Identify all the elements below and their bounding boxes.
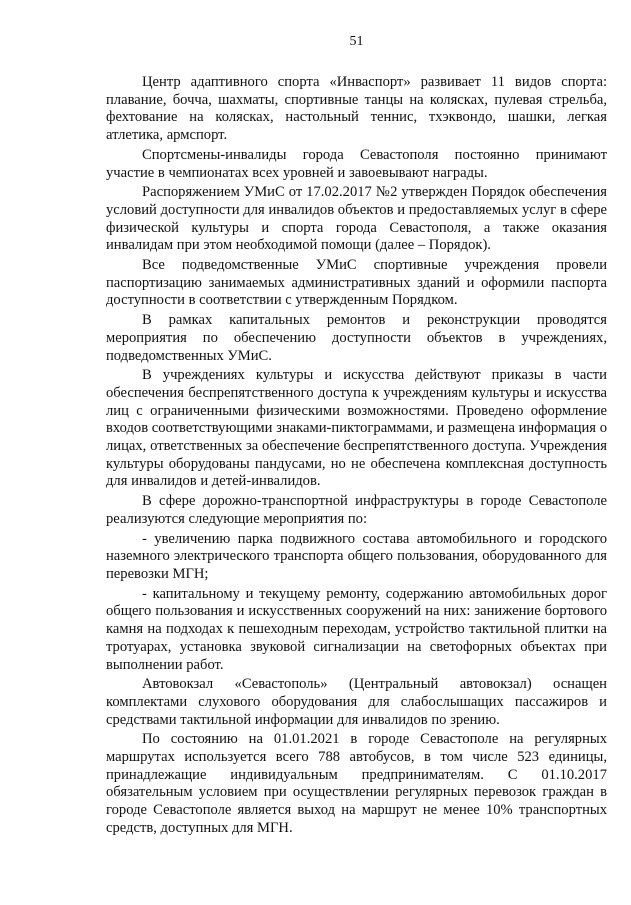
- paragraph-athletes: Спортсмены-инвалиды города Севастополя постоянно принимают участие в чемпионатах всех уровней и завоевывают награды.: [106, 146, 607, 181]
- document-body: [106, 74, 607, 838]
- paragraph-bus-station: Автовокзал «Севастополь» (Центральный автовокзал) оснащен комплектами слухового оборудования для слабослышащих пассажиров и средствами тактильной информации для инвалидов по зрению.: [106, 676, 607, 728]
- paragraph-invasport: Центр адаптивного спорта «Инваспорт» развивает 11 видов спорта: плавание, бочча, шахматы, спортивные танцы на колясках, пулевая стрельба, фехтование на колясках, настольный теннис, тхэквондо, шашки, легкая атлетика, армспорт.: [106, 74, 607, 144]
- paragraph-passports: Все подведомственные УМиС спортивные учреждения провели паспортизацию занимаемых административных зданий и оформили паспорта доступности в соответствии с утвержденным Порядком.: [106, 257, 607, 309]
- paragraph-culture: В учреждениях культуры и искусства действуют приказы в части обеспечения беспрепятственного доступа к учреждениям культуры и искусства лиц с ограниченными физическими возможностями. Проведено оформление входов соответствующими знаками-пиктограммами, и размещена информация о лицах, ответственных за обеспечение беспрепятственного доступа. Учреждения культуры оборудованы пандусами, но не обеспечена комплексная доступность для инвалидов и детей-инвалидов.: [106, 367, 607, 490]
- page-number: 51: [349, 34, 364, 49]
- list-item-roads: - капитальному и текущему ремонту, содержанию автомобильных дорог общего пользования и искусственных сооружений на них: занижение бортового камня на подходах к пешеходным переходам, устройство тактильной плитки на тротуарах, установка звуковой сигнализации на светофорных объектах при выполнении работ.: [106, 585, 607, 673]
- paragraph-order: Распоряжением УМиС от 17.02.2017 №2 утвержден Порядок обеспечения условий доступности для инвалидов объектов и предоставляемых услуг в сфере физической культуры и спорта города Севастополя, а также оказания инвалидам при этом необходимой помощи (далее – Порядок).: [106, 184, 607, 254]
- paragraph-transport-intro: В сфере дорожно-транспортной инфраструктуры в городе Севастополе реализуются следующие мероприятия по:: [106, 493, 607, 527]
- list-item-fleet: - увеличению парка подвижного состава автомобильного и городского наземного электрического транспорта общего пользования, оборудованного для перевозки МГН;: [106, 530, 607, 582]
- paragraph-repairs: В рамках капитальных ремонтов и реконструкции проводятся мероприятия по обеспечению доступности объектов в учреждениях, подведомственных УМиС.: [106, 312, 607, 364]
- paragraph-buses: По состоянию на 01.01.2021 в городе Севастополе на регулярных маршрутах используется всего 788 автобусов, в том числе 523 единицы, принадлежащие индивидуальным предпринимателям. С 01.10.2017 обязательным условием при осуществлении регулярных перевозок граждан в городе Севастополе является выход на маршрут не менее 10% транспортных средств, доступных для МГН.: [106, 731, 607, 836]
